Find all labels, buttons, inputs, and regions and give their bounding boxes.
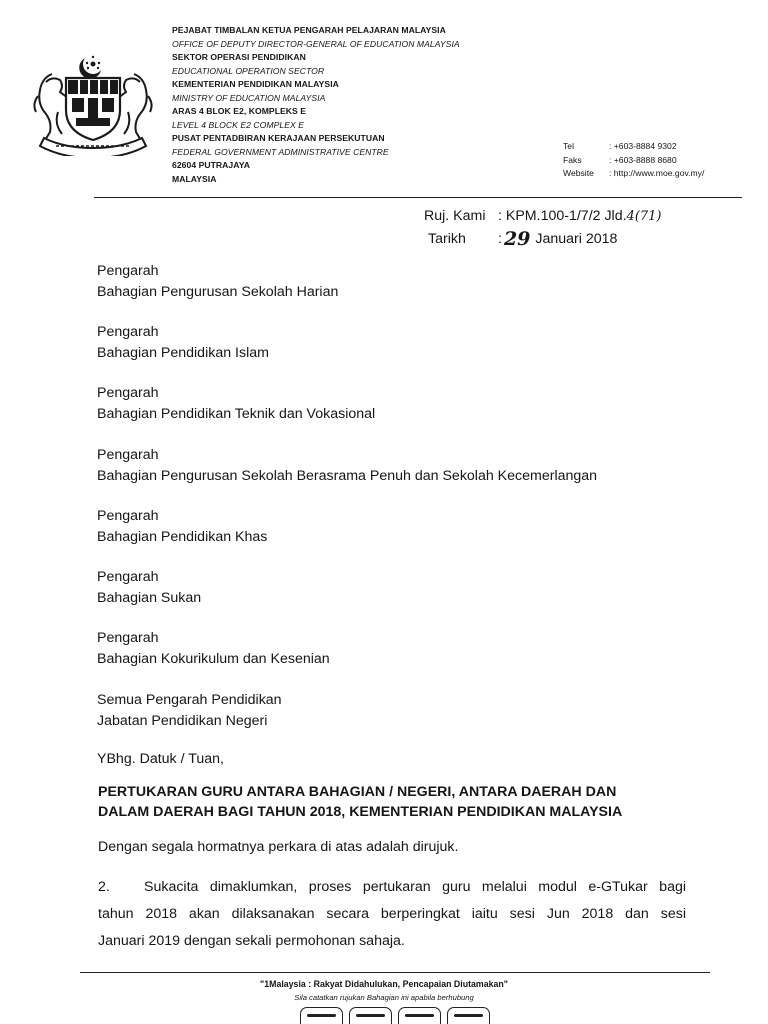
recipient-title: Semua Pengarah Pendidikan	[97, 692, 282, 708]
paragraph-number: 2.	[98, 879, 110, 895]
recipient-title: Pengarah	[97, 324, 159, 340]
date-colon: :	[498, 231, 502, 247]
recipient-unit: Bahagian Pendidikan Teknik dan Vokasional	[97, 405, 376, 422]
recipient-block	[97, 383, 697, 424]
salutation: YBhg. Datuk / Tuan,	[97, 751, 224, 767]
letterhead-line: MINISTRY OF EDUCATION MALAYSIA	[172, 92, 326, 103]
paragraph-2-line-3: Januari 2019 dengan sekali permohonan sahaja.	[98, 933, 405, 949]
contact-value: : +603-8884 9302	[609, 141, 677, 151]
letter-subject	[98, 783, 698, 822]
recipient-title: Pengarah	[97, 630, 159, 646]
paragraph-2-line-1	[98, 874, 686, 901]
date-handwritten-day: 29	[503, 228, 531, 250]
recipient-title: Pengarah	[97, 447, 159, 463]
letterhead-line: KEMENTERIAN PENDIDIKAN MALAYSIA	[172, 79, 339, 89]
letterhead-line: PUSAT PENTADBIRAN KERAJAAN PERSEKUTUAN	[172, 133, 385, 143]
recipient-unit: Bahagian Pendidikan Islam	[97, 344, 269, 361]
date-month-year: Januari 2018	[535, 231, 618, 247]
recipient-title: Pengarah	[97, 508, 159, 524]
letterhead-line: OFFICE OF DEPUTY DIRECTOR-GENERAL OF EDUCATION MALAYSIA	[172, 38, 460, 49]
contact-label: Website	[563, 168, 594, 178]
subject-line-1: PERTUKARAN GURU ANTARA BAHAGIAN / NEGERI, ANTARA DAERAH DAN	[98, 784, 617, 800]
contact-row	[563, 154, 704, 168]
contact-value: : http://www.moe.gov.my/	[609, 168, 705, 178]
letterhead-divider	[94, 197, 742, 198]
letterhead-line: PEJABAT TIMBALAN KETUA PENGARAH PELAJARAN MALAYSIA	[172, 25, 446, 35]
letterhead-line: MALAYSIA	[172, 173, 217, 184]
recipient-unit: Bahagian Pendidikan Khas	[97, 528, 268, 545]
certification-logo-1-icon	[300, 1007, 343, 1024]
paragraph-1: Dengan segala hormatnya perkara di atas adalah dirujuk.	[98, 839, 459, 855]
recipient-block	[97, 690, 697, 731]
contact-label: Faks	[563, 154, 582, 165]
reference-label: Ruj. Kami	[424, 208, 486, 224]
letterhead-line: LEVEL 4 BLOCK E2 COMPLEX E	[172, 119, 305, 130]
contact-row	[563, 140, 704, 154]
recipient-block	[97, 261, 697, 302]
subject-line-2: DALAM DAERAH BAGI TAHUN 2018, KEMENTERIAN PENDIDIKAN MALAYSIA	[98, 803, 623, 820]
letterhead-line: SEKTOR OPERASI PENDIDIKAN	[172, 52, 306, 62]
footer-motto: "1Malaysia : Rakyat Didahulukan, Pencapaian Diutamakan"	[260, 979, 508, 989]
recipient-unit: Bahagian Pengurusan Sekolah Harian	[97, 283, 339, 300]
contact-value: : +603-8888 8680	[609, 154, 677, 165]
reference-handwritten: 4(71)	[626, 209, 662, 224]
date-row	[424, 227, 662, 249]
paragraph-2-line-1-text: Sukacita dimaklumkan, proses pertukaran guru melalui modul e-GTukar bagi	[144, 879, 686, 895]
paragraph-2-line-2: tahun 2018 akan dilaksanakan secara berperingkat iaitu sesi Jun 2018 dan sesi	[98, 906, 686, 922]
recipient-unit: Bahagian Sukan	[97, 589, 202, 606]
paragraph-2	[98, 874, 686, 955]
recipient-block	[97, 506, 697, 547]
recipient-unit: Bahagian Kokurikulum dan Kesenian	[97, 650, 330, 667]
letterhead-line: EDUCATIONAL OPERATION SECTOR	[172, 65, 325, 76]
letterhead-line: 62604 PUTRAJAYA	[172, 160, 250, 170]
contact-row	[563, 167, 704, 181]
recipient-title: Pengarah	[97, 385, 159, 401]
certification-logo-3-icon	[398, 1007, 441, 1024]
certification-logo-2-icon	[349, 1007, 392, 1024]
recipient-unit: Bahagian Pengurusan Sekolah Berasrama Penuh dan Sekolah Kecemerlangan	[97, 467, 598, 484]
recipient-unit: Jabatan Pendidikan Negeri	[97, 712, 268, 729]
letterhead-line: ARAS 4 BLOK E2, KOMPLEKS E	[172, 106, 307, 116]
letterhead-contact	[563, 140, 704, 181]
certification-logo-4-icon	[447, 1007, 490, 1024]
reference-block	[424, 206, 662, 249]
recipient-block	[97, 567, 697, 608]
recipient-block	[97, 628, 697, 669]
date-label: Tarikh	[428, 231, 466, 247]
reference-number-row	[424, 206, 662, 227]
recipient-title: Pengarah	[97, 569, 159, 585]
coat-of-arms-icon	[30, 52, 156, 156]
recipient-block	[97, 322, 697, 363]
footer-note: Sila catatkan rujukan Bahagian ini apabila berhubung	[294, 993, 474, 1002]
recipient-title: Pengarah	[97, 263, 159, 279]
contact-label: Tel	[563, 141, 574, 151]
footer-logos	[300, 1007, 490, 1024]
letterhead-address	[172, 24, 552, 186]
footer-divider	[80, 972, 710, 973]
letterhead-line: FEDERAL GOVERNMENT ADMINISTRATIVE CENTRE	[172, 146, 389, 157]
recipient-block	[97, 445, 697, 486]
reference-value: : KPM.100-1/7/2 Jld.	[498, 208, 627, 224]
